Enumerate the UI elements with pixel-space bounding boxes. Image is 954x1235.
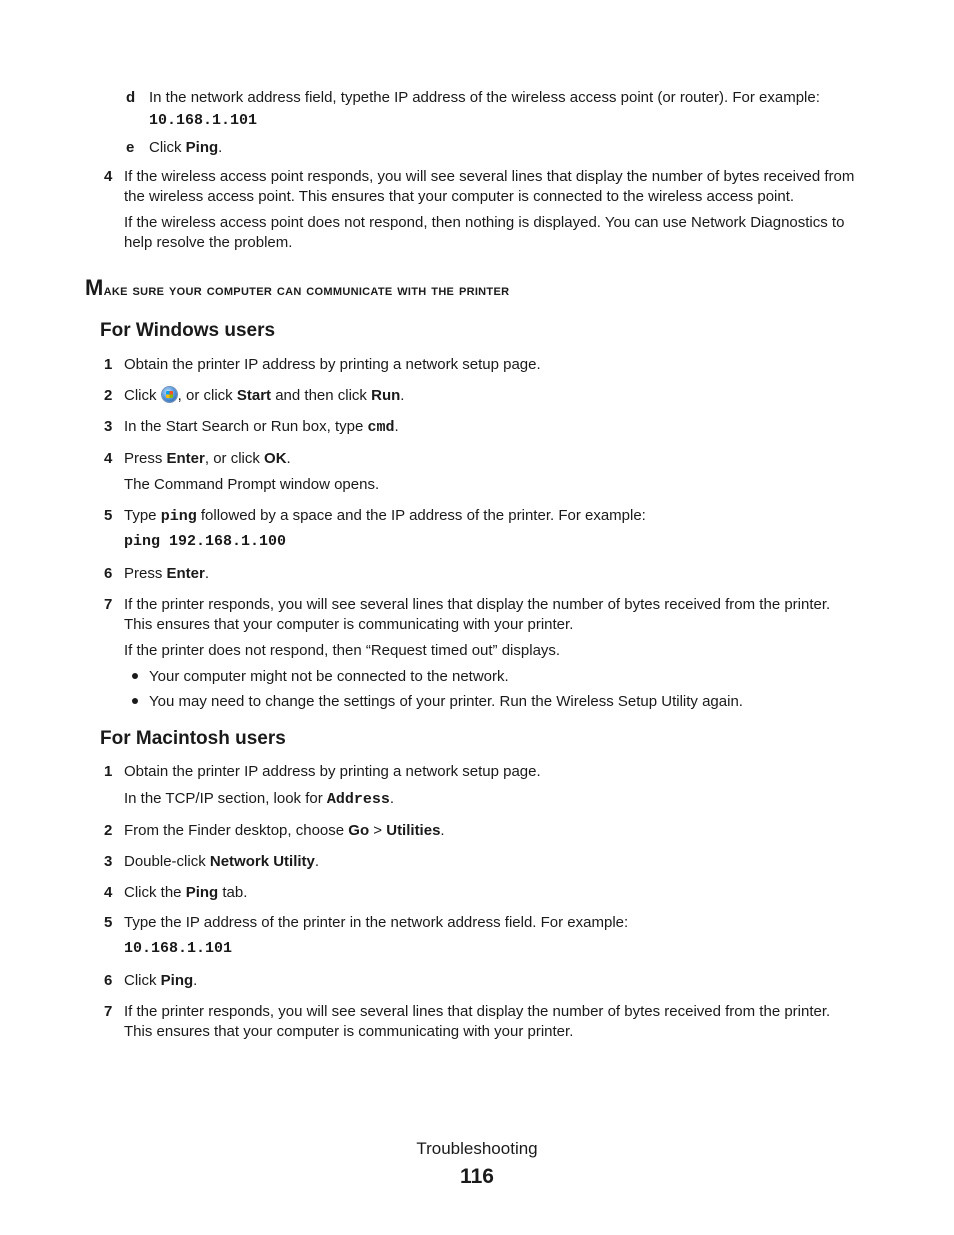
step-4-line-2: the wireless access point. This ensures that your computer is connected to the wireless access point. — [124, 188, 795, 205]
mac-step-6-text: Click Ping. — [124, 972, 198, 989]
win-step-2-text: Click , or click Start and then click Run. — [124, 387, 405, 404]
win-step-4-text: Press Enter, or click OK. — [124, 450, 291, 467]
mac-users-heading: For Macintosh users — [100, 728, 286, 749]
substep-marker-e: e — [126, 139, 135, 156]
substep-marker-d: d — [126, 89, 136, 106]
bullet-icon — [132, 673, 138, 679]
mac-step-5-text: Type the IP address of the printer in the network address field. For example: — [124, 914, 629, 931]
section-heading: Make sure your computer can communicate with the printer — [85, 275, 510, 300]
step-number: 4 — [104, 450, 113, 467]
win-step-7-para-2: If the printer does not respond, then “Request timed out” displays. — [124, 642, 561, 659]
win-step-7-line-1: If the printer responds, you will see several lines that display the number of bytes received from the printer. — [124, 596, 831, 613]
mac-step-7-line-2: This ensures that your computer is communicating with your printer. — [124, 1023, 574, 1040]
step-number: 5 — [104, 914, 113, 931]
win-step-5-text: Type ping followed by a space and the IP address of the printer. For example: — [124, 507, 646, 525]
substep-e-text: Click Ping. — [149, 139, 223, 156]
mac-step-5-code: 10.168.1.101 — [124, 940, 233, 957]
step-number: 1 — [104, 763, 113, 780]
mac-step-3-text: Double-click Network Utility. — [124, 853, 320, 870]
win-step-4-note: The Command Prompt window opens. — [124, 476, 380, 493]
step-number: 7 — [104, 596, 113, 613]
step-number: 1 — [104, 356, 113, 373]
page-number: 116 — [460, 1165, 494, 1188]
mac-step-1-note: In the TCP/IP section, look for Address. — [124, 790, 395, 808]
windows-start-icon — [162, 387, 177, 402]
win-step-1-text: Obtain the printer IP address by printing a network setup page. — [124, 356, 541, 373]
win-bullet-2: You may need to change the settings of your printer. Run the Wireless Setup Utility again. — [149, 693, 743, 710]
step-4-para-2-line-2: help resolve the problem. — [124, 234, 293, 251]
step-number: 4 — [104, 168, 113, 185]
step-number: 7 — [104, 1003, 113, 1020]
substep-d-code: 10.168.1.101 — [149, 112, 258, 129]
bullet-icon — [132, 698, 138, 704]
step-4-line-1: If the wireless access point responds, you will see several lines that display the number of bytes received from — [124, 168, 855, 185]
windows-users-heading: For Windows users — [100, 320, 276, 341]
step-number: 3 — [104, 418, 113, 435]
mac-step-7-line-1: If the printer responds, you will see several lines that display the number of bytes received from the printer. — [124, 1003, 831, 1020]
step-number: 6 — [104, 972, 113, 989]
step-number: 6 — [104, 565, 113, 582]
mac-step-4-text: Click the Ping tab. — [124, 884, 248, 901]
step-number: 2 — [104, 387, 113, 404]
win-step-7-line-2: This ensures that your computer is communicating with your printer. — [124, 616, 574, 633]
step-number: 2 — [104, 822, 113, 839]
mac-step-2-text: From the Finder desktop, choose Go > Utilities. — [124, 822, 445, 839]
win-step-3-text: In the Start Search or Run box, type cmd. — [124, 418, 399, 436]
step-number: 4 — [104, 884, 113, 901]
footer-chapter-title: Troubleshooting — [416, 1139, 538, 1158]
win-step-5-example: ping 192.168.1.100 — [124, 533, 287, 550]
win-bullet-1: Your computer might not be connected to the network. — [149, 668, 509, 685]
win-step-6-text: Press Enter. — [124, 565, 210, 582]
step-number: 3 — [104, 853, 113, 870]
step-4-para-2-line-1: If the wireless access point does not respond, then nothing is displayed. You can use Network Diagnostics to — [124, 214, 845, 231]
substep-d-text: In the network address field, typethe IP address of the wireless access point (or router). For example: — [149, 89, 820, 106]
mac-step-1-text: Obtain the printer IP address by printing a network setup page. — [124, 763, 541, 780]
step-number: 5 — [104, 507, 113, 524]
